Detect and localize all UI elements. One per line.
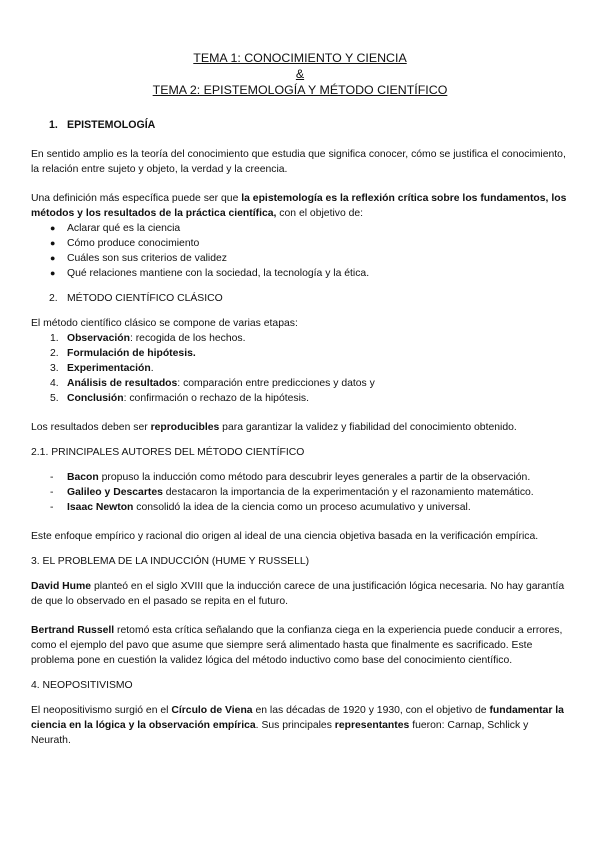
section-1-heading (49, 118, 569, 133)
list-item-text: Qué relaciones mantiene con la sociedad, la tecnología y la ética. (67, 268, 370, 279)
p2-pre: Una definición más específica puede ser que (31, 193, 242, 204)
list-item (50, 361, 569, 376)
russell-paragraph (31, 623, 569, 668)
bullet-icon: ● (50, 268, 56, 278)
list-item (50, 470, 569, 485)
list-item-text: Cómo produce conocimiento (67, 238, 200, 249)
author-text: consolidó la idea de la ciencia como un proceso acumulativo y universal. (133, 502, 471, 513)
list-item-text: Cuáles son sus criterios de validez (67, 253, 227, 264)
dash-marker: - (50, 502, 54, 513)
step-name: Conclusión (67, 393, 124, 404)
hume-name: David Hume (31, 581, 92, 592)
section-4-heading: 4. NEOPOSITIVISMO (31, 680, 133, 691)
step-number: 1. (50, 333, 59, 344)
russell-text: retomó esta crítica señalando que la confianza ciega en la experiencia puede conducir a errores, como el ejemplo del pavo que asume que siempre será alimentado hasta que finalmente es sacrificado. Este problema pone en cuestión la validez lógica del método inductivo como base del conocimiento científico. (31, 625, 563, 666)
p2-post: con el objetivo de: (276, 208, 364, 219)
step-text: : comparación entre predicciones y datos y (177, 378, 375, 389)
russell-name: Bertrand Russell (31, 625, 115, 636)
title-ampersand: & (295, 67, 305, 81)
section-1-paragraph-1: En sentido amplio es la teoría del conocimiento que estudia que significa conocer, cómo se justifica el conocimiento, la relación entre sujeto y objeto, la verdad y la creencia. (31, 149, 566, 175)
bold-run: representantes (334, 720, 410, 731)
authors-list (31, 470, 569, 515)
section-3-heading: 3. EL PROBLEMA DE LA INDUCCIÓN (HUME Y RUSSELL) (31, 556, 310, 567)
section-1-title: EPISTEMOLOGÍA (67, 119, 156, 131)
steps-list (31, 331, 569, 406)
step-number: 2. (50, 348, 59, 359)
list-item (50, 251, 569, 266)
hume-paragraph (31, 579, 569, 609)
p2-bold: la epistemología es la reflexión crítica sobre los fundamentos, los métodos y los resultados de la práctica científica, (31, 193, 567, 219)
step-name: Experimentación (67, 363, 151, 374)
list-item (50, 376, 569, 391)
neopositivism-paragraph (31, 703, 569, 748)
dash-marker: - (50, 487, 54, 498)
author-name: Galileo y Descartes (67, 487, 163, 498)
results-pre: Los resultados deben ser (31, 422, 151, 433)
bold-run: fundamentar la ciencia en la lógica y la observación empírica (31, 705, 564, 731)
list-item (50, 500, 569, 515)
step-name: Formulación de hipótesis. (67, 348, 196, 359)
section-1-number: 1. (49, 119, 58, 131)
step-text: . (150, 363, 154, 374)
list-item (50, 236, 569, 251)
bullet-icon: ● (50, 223, 56, 233)
author-text: destacaron la importancia de la experimentación y el razonamiento matemático. (162, 487, 534, 498)
results-post: para garantizar la validez y fiabilidad del conocimiento obtenido. (219, 422, 517, 433)
text-run: El neopositivismo surgió en el (31, 705, 172, 716)
title-line-1: TEMA 1: CONOCIMIENTO Y CIENCIA (193, 51, 407, 65)
list-item (50, 485, 569, 500)
list-item-text: Aclarar qué es la ciencia (67, 223, 181, 234)
section-2-1-closing: Este enfoque empírico y racional dio origen al ideal de una ciencia objetiva basada en la verificación empírica. (31, 531, 539, 542)
step-name: Observación (67, 333, 130, 344)
step-text: : recogida de los hechos. (129, 333, 246, 344)
step-number: 4. (50, 378, 59, 389)
section-2-1-heading: 2.1. PRINCIPALES AUTORES DEL MÉTODO CIENTÍFICO (31, 447, 305, 458)
section-2-intro: El método científico clásico se compone de varias etapas: (31, 318, 298, 329)
author-name: Isaac Newton (67, 502, 134, 513)
text-run: fueron: Carnap, Schlick y Neurath. (31, 720, 529, 746)
section-1-paragraph-2 (31, 191, 569, 221)
list-item (50, 331, 569, 346)
results-bold: reproducibles (150, 422, 220, 433)
title-line-2: TEMA 2: EPISTEMOLOGÍA Y MÉTODO CIENTÍFICO (152, 83, 448, 97)
section-2-number: 2. (49, 293, 58, 304)
bullet-icon: ● (50, 253, 56, 263)
hume-text: planteó en el siglo XVIII que la inducción carece de una justificación lógica necesaria. No hay garantía de que lo observado en el pasado se repita en el futuro. (31, 581, 565, 607)
author-name: Bacon (67, 472, 99, 483)
objectives-list (31, 221, 569, 281)
step-number: 3. (50, 363, 59, 374)
step-number: 5. (50, 393, 59, 404)
list-item (50, 266, 569, 281)
text-run: . Sus principales (255, 720, 335, 731)
step-name: Análisis de resultados (67, 378, 178, 389)
list-item (50, 346, 569, 361)
section-2-heading (49, 291, 569, 306)
step-text: : confirmación o rechazo de la hipótesis. (123, 393, 309, 404)
text-run: en las décadas de 1920 y 1930, con el objetivo de (252, 705, 490, 716)
results-paragraph (31, 420, 569, 435)
list-item (50, 221, 569, 236)
bold-run: Círculo de Viena (171, 705, 253, 716)
bullet-icon: ● (50, 238, 56, 248)
author-text: propuso la inducción como método para descubrir leyes generales a partir de la observación. (98, 472, 531, 483)
dash-marker: - (50, 472, 54, 483)
section-2-title: MÉTODO CIENTÍFICO CLÁSICO (67, 293, 223, 304)
list-item (50, 391, 569, 406)
